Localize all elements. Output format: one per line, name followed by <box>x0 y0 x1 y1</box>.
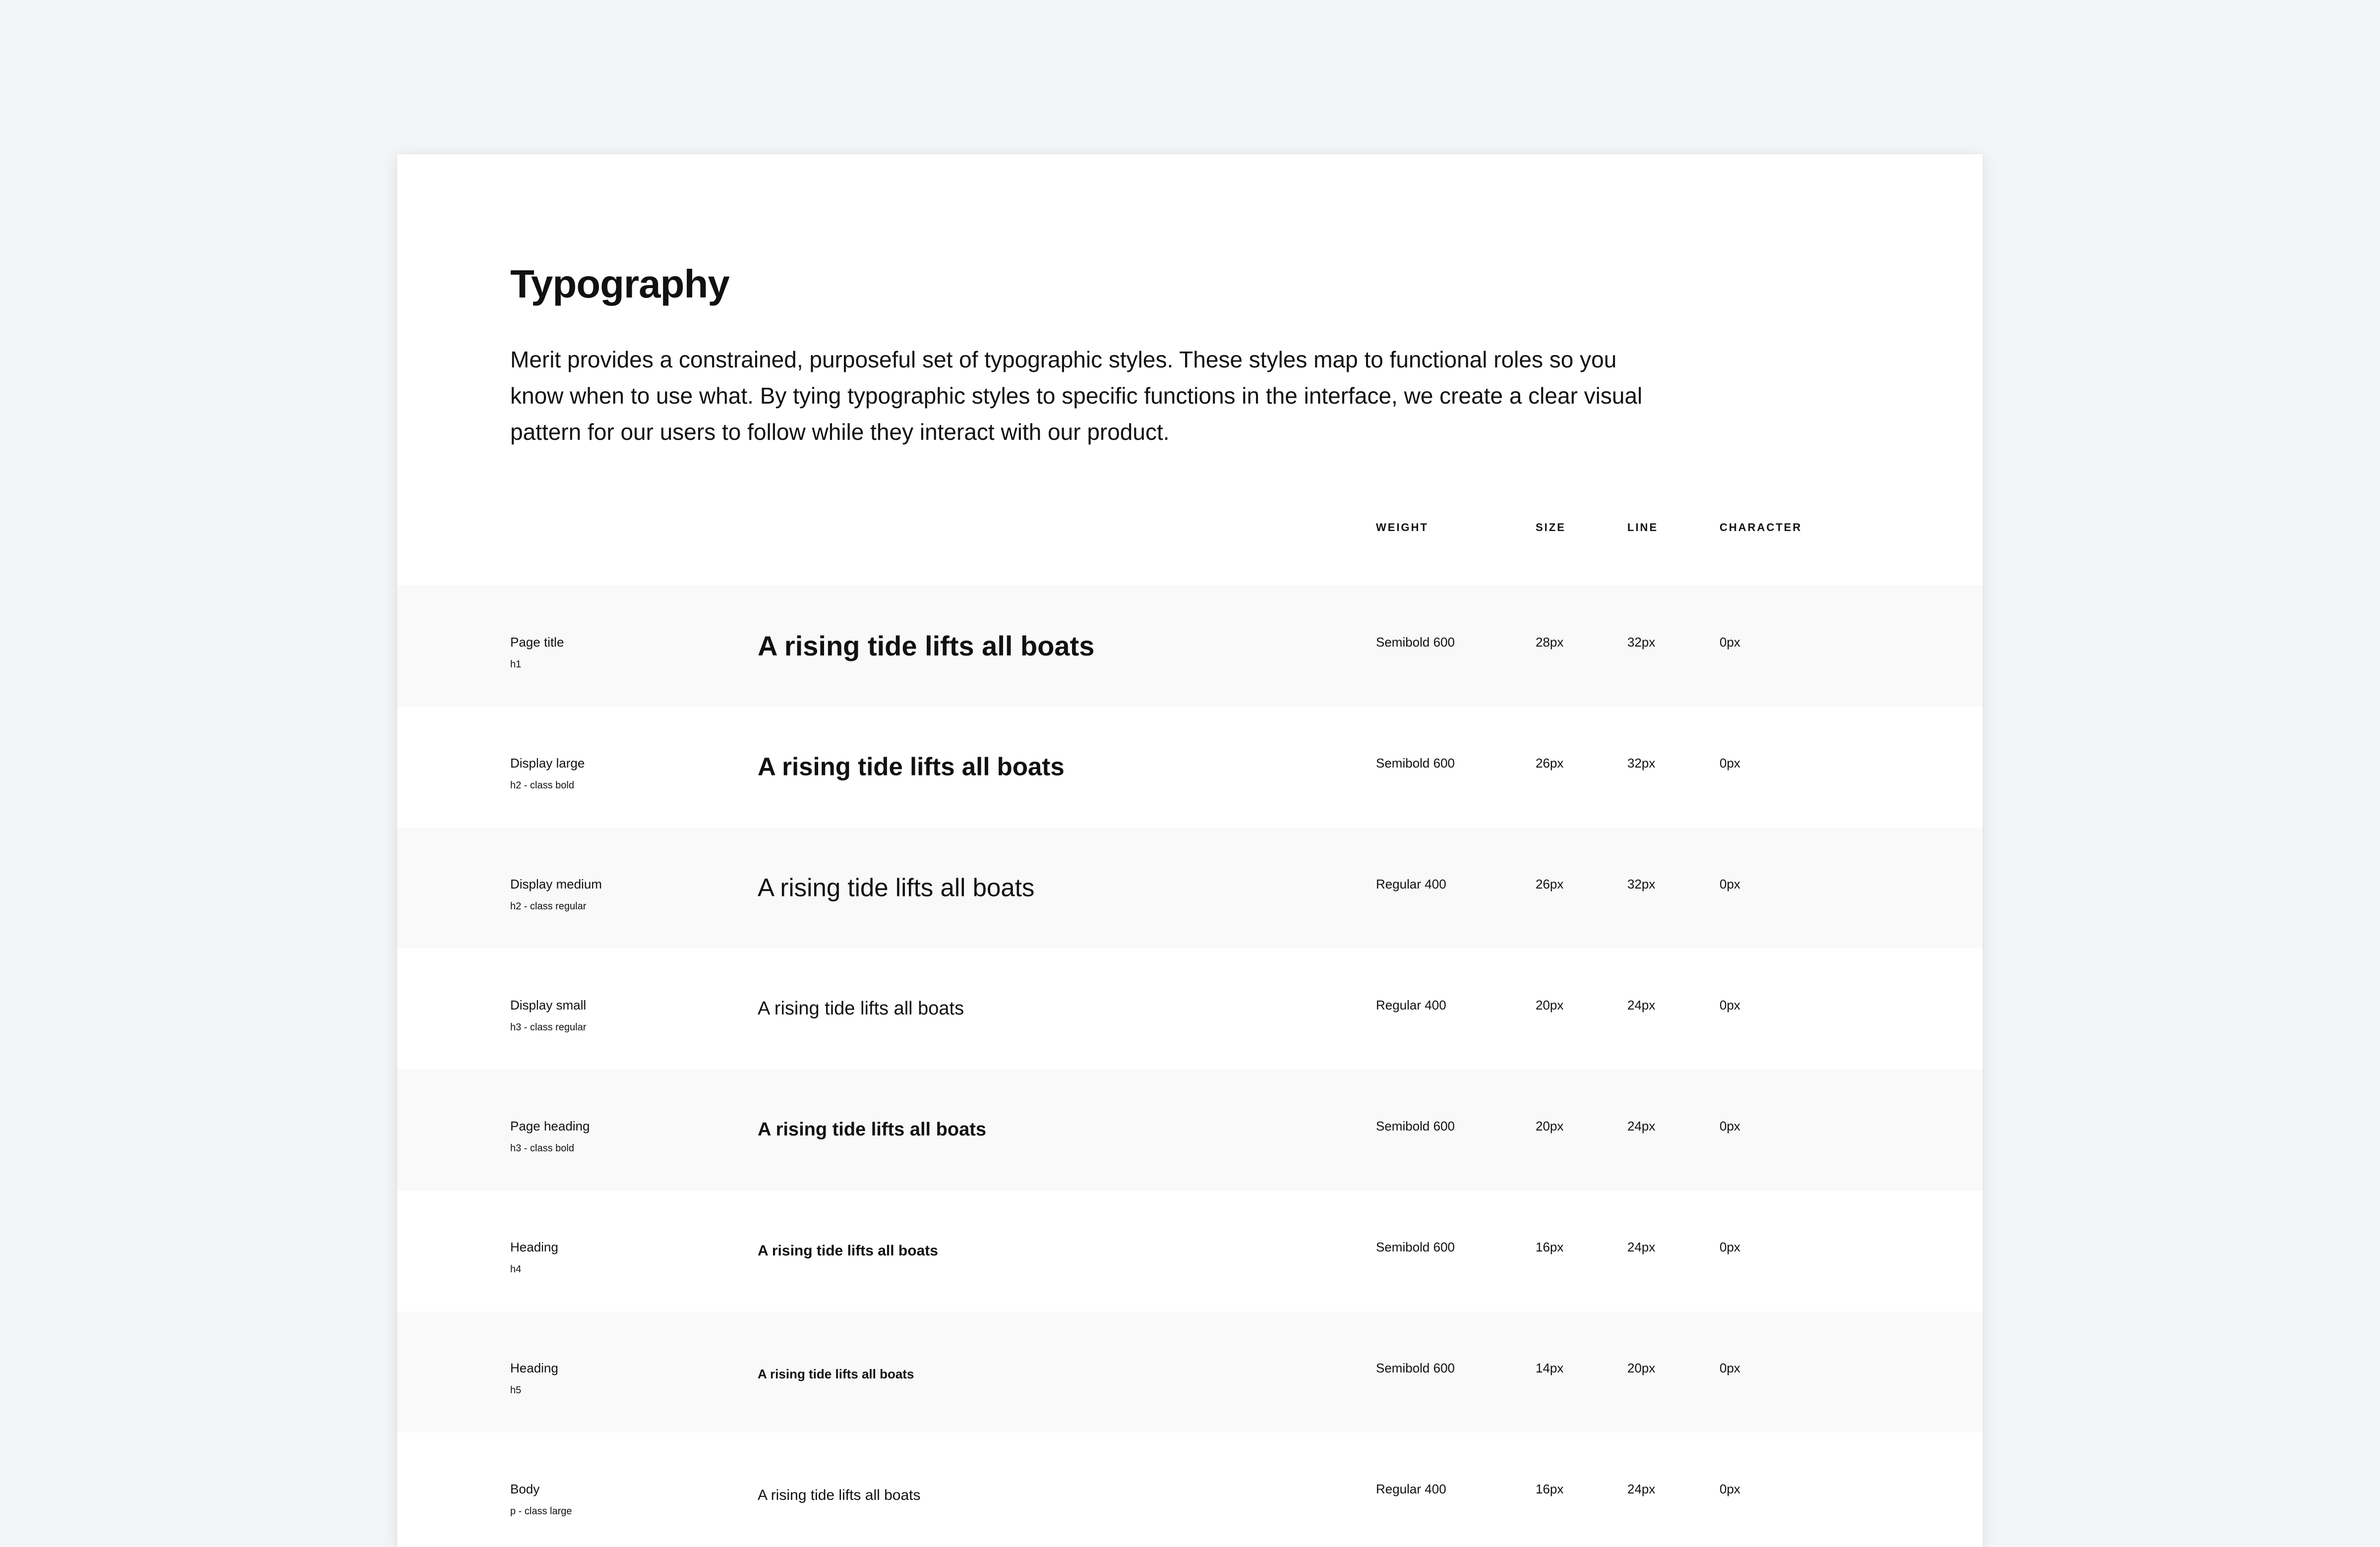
character-value: 0px <box>1720 1119 1740 1133</box>
character-value: 0px <box>1720 1482 1740 1496</box>
character-value: 0px <box>1720 635 1740 650</box>
character-value: 0px <box>1720 756 1740 771</box>
style-tag: h2 - class bold <box>510 780 574 791</box>
weight-value: Semibold 600 <box>1376 1240 1455 1254</box>
style-tag: h3 - class regular <box>510 1022 587 1033</box>
style-name: Display medium <box>510 877 602 892</box>
type-sample: A rising tide lifts all boats <box>758 630 1095 661</box>
weight-value: Regular 400 <box>1376 877 1446 892</box>
type-sample: A rising tide lifts all boats <box>758 873 1035 902</box>
size-value: 20px <box>1536 1119 1564 1133</box>
line-value: 20px <box>1627 1361 1656 1375</box>
style-tag: h3 - class bold <box>510 1143 574 1154</box>
style-name: Display large <box>510 756 585 771</box>
size-value: 16px <box>1536 1240 1564 1254</box>
style-name: Heading <box>510 1361 558 1375</box>
column-header-line: LINE <box>1627 521 1659 534</box>
size-value: 16px <box>1536 1482 1564 1496</box>
type-row-page-title <box>397 586 1983 707</box>
page-title: Typography <box>510 262 729 306</box>
style-tag: h4 <box>510 1264 522 1275</box>
style-tag: h2 - class regular <box>510 901 587 912</box>
style-name: Body <box>510 1482 540 1496</box>
style-tag: h5 <box>510 1385 522 1396</box>
type-row-page-heading <box>397 1070 1983 1190</box>
line-value: 24px <box>1627 1482 1656 1496</box>
line-value: 32px <box>1627 877 1656 892</box>
style-name: Display small <box>510 998 587 1012</box>
type-row-display-medium <box>397 828 1983 949</box>
type-row-body-large <box>397 1432 1983 1547</box>
type-row-heading-h5 <box>397 1311 1983 1432</box>
style-name: Page title <box>510 635 564 650</box>
weight-value: Semibold 600 <box>1376 1119 1455 1133</box>
type-sample: A rising tide lifts all boats <box>758 752 1065 781</box>
style-tag: h1 <box>510 659 522 670</box>
typography-card <box>397 154 1983 1547</box>
style-name: Heading <box>510 1240 558 1254</box>
type-row-display-small <box>397 949 1983 1070</box>
type-sample: A rising tide lifts all boats <box>758 1119 986 1140</box>
type-sample: A rising tide lifts all boats <box>758 1487 921 1503</box>
type-sample: A rising tide lifts all boats <box>758 1367 914 1382</box>
column-header-weight: WEIGHT <box>1376 521 1428 534</box>
line-value: 32px <box>1627 756 1656 771</box>
weight-value: Semibold 600 <box>1376 635 1455 650</box>
size-value: 14px <box>1536 1361 1564 1375</box>
intro-paragraph: Merit provides a constrained, purposeful set of typographic styles. These styles map to functional roles so you know when to use what. By tying typographic styles to specific functions in the interface, we create a clear visual pattern for our users to follow while they interact with our product. <box>510 347 1643 445</box>
weight-value: Regular 400 <box>1376 998 1446 1012</box>
line-value: 32px <box>1627 635 1656 650</box>
style-name: Page heading <box>510 1119 590 1133</box>
weight-value: Regular 400 <box>1376 1482 1446 1496</box>
size-value: 28px <box>1536 635 1564 650</box>
column-header-size: SIZE <box>1536 521 1566 534</box>
character-value: 0px <box>1720 1240 1740 1254</box>
type-sample: A rising tide lifts all boats <box>758 998 964 1019</box>
character-value: 0px <box>1720 1361 1740 1375</box>
type-row-heading-h4 <box>397 1190 1983 1311</box>
size-value: 26px <box>1536 877 1564 892</box>
size-value: 26px <box>1536 756 1564 771</box>
type-row-display-large <box>397 707 1983 828</box>
line-value: 24px <box>1627 998 1656 1012</box>
line-value: 24px <box>1627 1240 1656 1254</box>
character-value: 0px <box>1720 877 1740 892</box>
style-tag: p - class large <box>510 1506 572 1517</box>
size-value: 20px <box>1536 998 1564 1012</box>
weight-value: Semibold 600 <box>1376 1361 1455 1375</box>
column-header-character: CHARACTER <box>1720 521 1802 534</box>
character-value: 0px <box>1720 998 1740 1012</box>
type-sample: A rising tide lifts all boats <box>758 1242 938 1259</box>
weight-value: Semibold 600 <box>1376 756 1455 771</box>
line-value: 24px <box>1627 1119 1656 1133</box>
